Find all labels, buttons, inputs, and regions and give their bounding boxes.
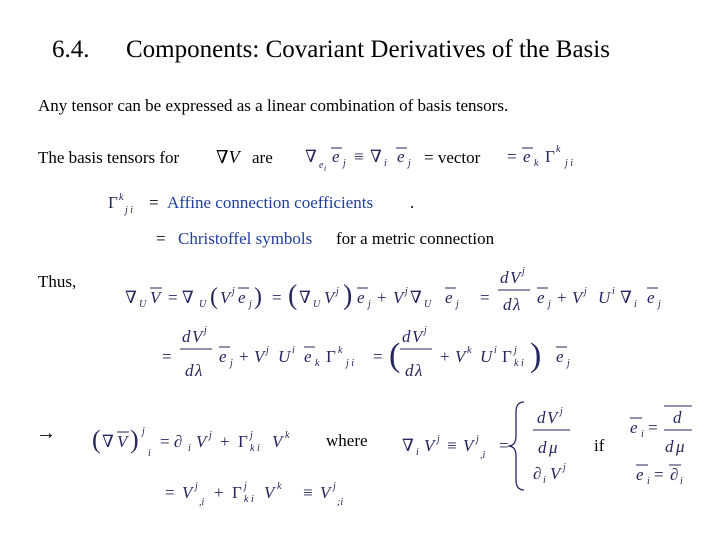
svg-text:j: j (142, 426, 145, 437)
svg-text:e: e (219, 347, 227, 366)
svg-text:=: = (373, 347, 383, 366)
svg-text:e: e (332, 147, 340, 166)
svg-text:d: d (503, 295, 512, 314)
svg-text:j i: j i (125, 205, 134, 216)
svg-text:λ: λ (195, 361, 203, 380)
svg-text:Γ: Γ (238, 432, 248, 451)
svg-text:e: e (523, 147, 531, 166)
component-equation (92, 425, 290, 459)
svg-text:j: j (560, 406, 563, 417)
svg-text:k: k (277, 481, 282, 492)
svg-text:): ) (530, 337, 542, 374)
svg-text:V: V (220, 288, 231, 307)
svg-text:;i: ;i (337, 497, 344, 508)
svg-text:≡: ≡ (303, 483, 313, 502)
intro-sentence: Any tensor can be expressed as a linear combination of basis tensors. (38, 96, 509, 115)
svg-text:j: j (195, 481, 198, 492)
svg-text:d: d (500, 268, 509, 287)
svg-text:∇: ∇ (620, 288, 632, 307)
svg-text:j: j (343, 158, 346, 169)
svg-text:d: d (405, 361, 414, 380)
svg-text:V: V (182, 483, 193, 502)
svg-text:∇: ∇ (370, 147, 382, 166)
svg-text:): ) (130, 425, 139, 454)
svg-text:k: k (467, 345, 472, 356)
svg-text:∂: ∂ (533, 464, 542, 483)
svg-text:i: i (634, 299, 637, 310)
svg-text:Γ: Γ (545, 147, 555, 166)
section-number: 6.4. (52, 36, 90, 63)
implies-arrow: → (36, 422, 56, 444)
svg-text:i: i (647, 476, 650, 487)
svg-text:=: = (165, 483, 175, 502)
svg-text:=: = (648, 418, 658, 437)
svg-text:U: U (480, 347, 493, 366)
svg-text:V: V (117, 432, 128, 451)
svg-text:j: j (336, 286, 339, 297)
svg-text:j: j (266, 345, 269, 356)
svg-text:(: ( (288, 280, 298, 311)
svg-text:j: j (405, 286, 408, 297)
slide-title: Components: Covariant Derivatives of the Basis (126, 36, 610, 63)
svg-text:∇: ∇ (402, 436, 414, 455)
svg-text:U: U (199, 299, 207, 310)
svg-text:V: V (510, 268, 521, 287)
svg-text:Γ: Γ (232, 483, 242, 502)
svg-text:i: i (324, 164, 327, 173)
svg-text:e: e (630, 418, 638, 437)
svg-text:=: = (480, 288, 490, 307)
svg-text:d: d (402, 327, 411, 346)
svg-text:i: i (416, 447, 419, 458)
where-label: where (326, 431, 368, 450)
svg-text:V: V (192, 327, 203, 346)
svg-text:,i: ,i (199, 497, 205, 508)
svg-text:k: k (338, 345, 343, 356)
svg-text:i: i (384, 158, 387, 169)
svg-text:j i: j i (346, 358, 355, 369)
basis-conditions (630, 406, 692, 487)
svg-text:=: = (507, 147, 517, 166)
svg-text:= ∂: = ∂ (160, 432, 183, 451)
svg-text:i: i (641, 429, 644, 440)
svg-text:e: e (304, 347, 312, 366)
svg-text:k i: k i (514, 358, 524, 369)
svg-text:k i: k i (250, 443, 260, 454)
svg-text:e: e (636, 465, 644, 484)
svg-text:e: e (238, 288, 246, 307)
svg-text:(: ( (92, 425, 101, 454)
svg-text:+: + (557, 288, 567, 307)
svg-text:V: V (455, 347, 466, 366)
svg-text:k: k (285, 430, 290, 441)
svg-text:j: j (249, 299, 252, 310)
svg-text:(: ( (389, 337, 401, 374)
svg-text:j: j (437, 434, 440, 445)
svg-text:V: V (424, 436, 435, 455)
nabla-v-symbol: ∇V (216, 147, 240, 167)
svg-text:k: k (315, 358, 320, 369)
svg-text:d: d (665, 437, 674, 456)
svg-text:j: j (514, 345, 517, 356)
svg-text:V: V (150, 288, 161, 307)
if-label: if (594, 436, 605, 455)
svg-text:λ: λ (513, 295, 521, 314)
affine-equals: = (149, 193, 159, 212)
svg-text:e: e (319, 160, 324, 171)
svg-text:V: V (412, 327, 423, 346)
gamma-symbol (108, 192, 133, 216)
svg-text:j: j (658, 299, 661, 310)
svg-text:Γ: Γ (326, 347, 336, 366)
svg-text:V: V (463, 436, 474, 455)
svg-text:V: V (320, 483, 331, 502)
svg-text:V: V (572, 288, 583, 307)
svg-text:j: j (522, 266, 525, 277)
svg-text:): ) (343, 280, 353, 311)
svg-text:∇: ∇ (410, 288, 422, 307)
svg-text:k i: k i (244, 494, 254, 505)
svg-text:d: d (537, 408, 546, 427)
svg-text:∇: ∇ (102, 432, 114, 451)
svg-text:k: k (556, 144, 561, 155)
svg-text:j: j (230, 358, 233, 369)
svg-text:e: e (397, 147, 405, 166)
svg-text:d: d (182, 327, 191, 346)
svg-text:j: j (250, 430, 253, 441)
basis-are-text: are (252, 148, 273, 167)
metric-connection-text: for a metric connection (336, 229, 495, 248)
svg-text:=: = (499, 436, 509, 455)
svg-text:+: + (377, 288, 387, 307)
svg-text:Γ: Γ (108, 193, 118, 212)
affine-connection-label: Affine connection coefficients (167, 193, 374, 212)
svg-text:V: V (547, 408, 558, 427)
svg-text:≡: ≡ (354, 147, 364, 166)
svg-text:U: U (278, 347, 291, 366)
svg-text:i: i (188, 443, 191, 454)
svg-text:Γ: Γ (502, 347, 512, 366)
svg-text:=: = (272, 288, 282, 307)
basis-intro-text: The basis tensors for (38, 148, 180, 167)
svg-text:μ: μ (549, 438, 558, 457)
svg-text:μ: μ (676, 437, 685, 456)
svg-text:V: V (324, 288, 335, 307)
svg-text:(: ( (210, 284, 218, 310)
svg-text:i: i (612, 286, 615, 297)
svg-text:j: j (209, 430, 212, 441)
svg-text:V: V (393, 288, 404, 307)
semicolon-derivative-equation (165, 481, 343, 508)
svg-text:V: V (272, 432, 283, 451)
svg-text:d: d (185, 361, 194, 380)
christoffel-label: Christoffel symbols (178, 229, 313, 248)
svg-text:V: V (264, 483, 275, 502)
svg-text:j: j (204, 325, 207, 336)
partial-derivative-definition (402, 402, 570, 490)
affine-period: . (410, 193, 415, 212)
svg-text:∇: ∇ (299, 288, 311, 307)
svg-text:j: j (476, 434, 479, 445)
equals-vector-text: = vector (424, 148, 481, 167)
svg-text:U: U (424, 299, 432, 310)
svg-text:e: e (537, 288, 545, 307)
svg-text:j i: j i (565, 158, 574, 169)
svg-text:∇: ∇ (305, 147, 317, 166)
svg-text:d: d (538, 438, 547, 457)
svg-text:i: i (543, 475, 546, 486)
svg-text:e: e (357, 288, 365, 307)
svg-text:=: = (162, 347, 172, 366)
svg-text:,i: ,i (480, 450, 486, 461)
svg-text:j: j (456, 299, 459, 310)
svg-text:+: + (220, 432, 230, 451)
svg-text:j: j (368, 299, 371, 310)
svg-text:j: j (333, 481, 336, 492)
svg-text:j: j (408, 158, 411, 169)
svg-text:j: j (424, 325, 427, 336)
svg-text:V: V (196, 432, 207, 451)
svg-text:): ) (254, 284, 262, 310)
svg-text:j: j (567, 358, 570, 369)
svg-text:V: V (254, 347, 265, 366)
svg-text:+: + (214, 483, 224, 502)
thus-label: Thus, (38, 272, 77, 291)
svg-text:U: U (313, 299, 321, 310)
svg-text:e: e (556, 347, 564, 366)
svg-text:+: + (440, 347, 450, 366)
svg-text:V: V (550, 464, 561, 483)
svg-text:i: i (494, 345, 497, 356)
svg-text:j: j (563, 462, 566, 473)
svg-text:λ: λ (415, 361, 423, 380)
svg-text:k: k (534, 158, 539, 169)
covariant-derivative-expansion-1 (125, 266, 661, 314)
svg-text:k: k (119, 192, 124, 203)
svg-text:j: j (548, 299, 551, 310)
svg-text:j: j (232, 286, 235, 297)
christoffel-equals: = (156, 229, 166, 248)
svg-text:U: U (139, 299, 147, 310)
svg-text:∂: ∂ (670, 465, 679, 484)
svg-text:d: d (673, 408, 682, 427)
basis-derivative-equation (305, 144, 573, 173)
svg-text:i: i (148, 448, 151, 459)
svg-text:e: e (647, 288, 655, 307)
svg-text:i: i (680, 476, 683, 487)
svg-text:j: j (244, 481, 247, 492)
svg-text:e: e (445, 288, 453, 307)
svg-text:≡: ≡ (447, 436, 457, 455)
covariant-derivative-expansion-2 (162, 325, 570, 380)
svg-text:=: = (654, 465, 664, 484)
svg-text:i: i (292, 345, 295, 356)
svg-text:U: U (598, 288, 611, 307)
svg-text:∇: ∇ (125, 288, 137, 307)
svg-text:j: j (584, 286, 587, 297)
svg-text:= ∇: = ∇ (168, 288, 194, 307)
svg-text:+: + (239, 347, 249, 366)
